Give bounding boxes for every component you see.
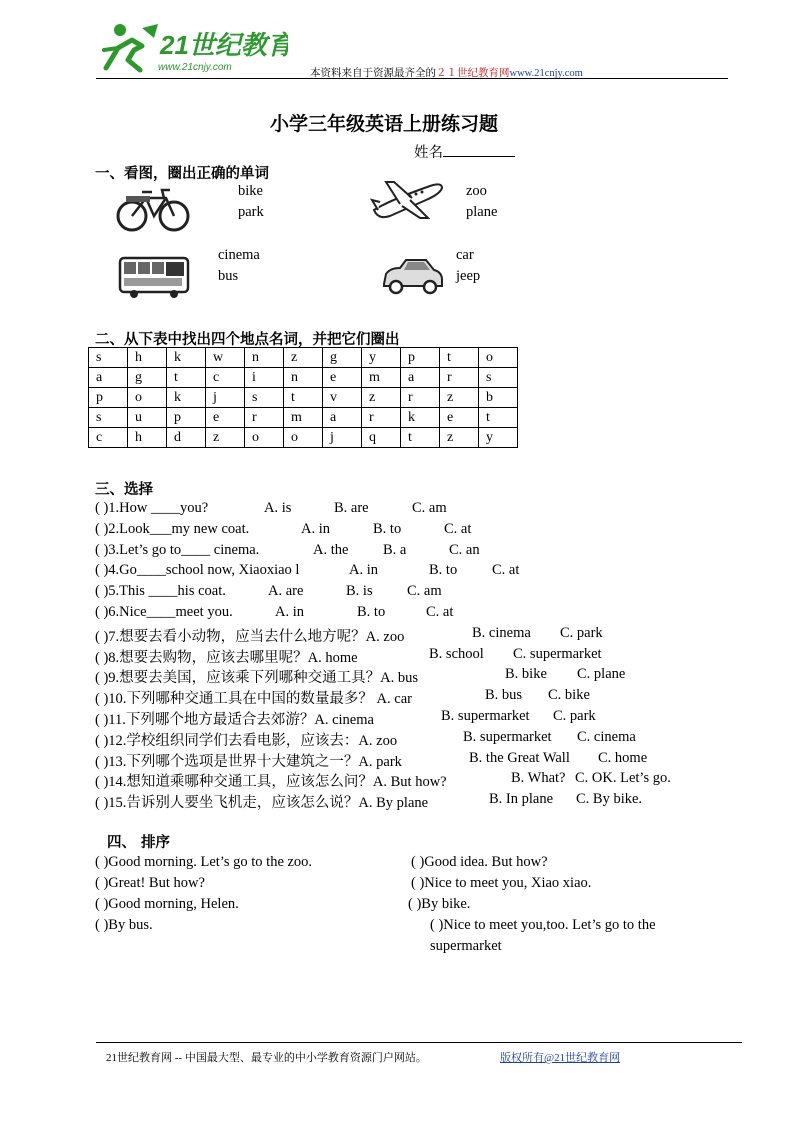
grid-cell[interactable]: c: [206, 368, 245, 388]
grid-cell[interactable]: t: [167, 368, 206, 388]
grid-cell[interactable]: s: [245, 388, 284, 408]
bus-icon: [116, 254, 192, 305]
footer-copyright-link[interactable]: 版权所有@21世纪教育网: [500, 1052, 621, 1064]
grid-cell[interactable]: j: [323, 428, 362, 448]
name-field: 姓名: [414, 141, 515, 162]
question-stem: ( )15.告诉别人要坐飞机走，应该怎么说？A. By plane: [95, 795, 429, 811]
grid-cell[interactable]: r: [440, 368, 479, 388]
question-stem: ( )11.下列哪个地方最适合去郊游？A. cinema: [95, 712, 374, 728]
choice-option-c[interactable]: C. supermarket: [513, 646, 602, 662]
grid-cell[interactable]: b: [479, 388, 518, 408]
grid-cell[interactable]: k: [167, 348, 206, 368]
choice-option-c[interactable]: C. at: [444, 521, 472, 537]
choice-option-c[interactable]: C. cinema: [577, 729, 636, 745]
grid-cell[interactable]: z: [284, 348, 323, 368]
choice-option-c[interactable]: C. By bike.: [576, 791, 643, 807]
choice-option-a[interactable]: A. in: [349, 562, 378, 578]
question-stem: ( )1.How ____you?: [95, 500, 209, 516]
grid-cell[interactable]: i: [245, 368, 284, 388]
grid-cell[interactable]: t: [479, 408, 518, 428]
word-option[interactable]: car: [456, 247, 474, 263]
grid-cell[interactable]: t: [284, 388, 323, 408]
choice-option-c[interactable]: C. OK. Let’s go.: [575, 770, 671, 786]
question-stem: ( )8.想要去购物，应该去哪里呢？A. home: [95, 650, 358, 666]
choice-option-b[interactable]: B. the Great Wall: [469, 750, 570, 766]
grid-row: [89, 428, 518, 448]
grid-cell[interactable]: m: [362, 368, 401, 388]
question-stem: ( )13.下列哪个选项是世界十大建筑之一？A. park: [95, 754, 402, 770]
word-option[interactable]: bus: [218, 268, 239, 284]
choice-option-b[interactable]: B. cinema: [472, 625, 531, 641]
grid-row: [89, 388, 518, 408]
sort-item-continued: supermarket: [430, 938, 502, 954]
grid-row: [89, 348, 518, 368]
choice-option-a[interactable]: A. the: [313, 542, 349, 558]
footer-text: 21世纪教育网 -- 中国最大型、最专业的中小学教育资源门户网站。: [106, 1052, 427, 1064]
site-logo: [98, 20, 288, 76]
question-stem: ( )10.下列哪种交通工具在中国的数量最多？ A. car: [95, 691, 412, 707]
question-stem: ( )9.想要去美国，应该乘下列哪种交通工具？A. bus: [95, 670, 419, 686]
svg-text:www.21cnjy.com: www.21cnjy.com: [158, 62, 232, 73]
footer-divider: [96, 1042, 742, 1043]
choice-option-b[interactable]: B. bike: [505, 666, 547, 682]
section-2-heading: 二、从下表中找出四个地点名词，并把它们圈出: [95, 332, 400, 348]
grid-cell[interactable]: h: [128, 348, 167, 368]
word-option[interactable]: jeep: [456, 268, 481, 284]
choice-option-b[interactable]: B. school: [429, 646, 484, 662]
choice-option-a[interactable]: A. in: [275, 604, 304, 620]
grid-cell[interactable]: c: [89, 428, 128, 448]
grid-cell[interactable]: a: [323, 408, 362, 428]
grid-cell[interactable]: a: [89, 368, 128, 388]
word-option[interactable]: plane: [466, 204, 498, 220]
grid-cell[interactable]: w: [206, 348, 245, 368]
grid-cell[interactable]: h: [128, 428, 167, 448]
grid-cell[interactable]: r: [401, 388, 440, 408]
choice-option-b[interactable]: B. is: [346, 583, 373, 599]
grid-cell[interactable]: p: [167, 408, 206, 428]
grid-cell[interactable]: k: [167, 388, 206, 408]
grid-cell[interactable]: o: [128, 388, 167, 408]
section-1-heading: 一、看图，圈出正确的单词: [95, 166, 269, 182]
grid-cell[interactable]: o: [284, 428, 323, 448]
sort-item[interactable]: ( )Great! But how?: [95, 875, 205, 891]
grid-cell[interactable]: r: [245, 408, 284, 428]
grid-cell[interactable]: e: [440, 408, 479, 428]
choice-option-b[interactable]: B. to: [373, 521, 402, 537]
grid-cell[interactable]: r: [362, 408, 401, 428]
section-4-heading: 四、 排序: [107, 835, 171, 851]
choice-option-c[interactable]: C. at: [426, 604, 454, 620]
grid-row: [89, 408, 518, 428]
grid-cell[interactable]: z: [440, 428, 479, 448]
car-icon: [380, 254, 446, 301]
grid-cell[interactable]: z: [206, 428, 245, 448]
grid-cell[interactable]: d: [167, 428, 206, 448]
name-blank[interactable]: [443, 142, 515, 157]
word-option[interactable]: zoo: [466, 183, 487, 199]
choice-option-c[interactable]: C. an: [449, 542, 480, 558]
choice-option-b[interactable]: B. to: [429, 562, 458, 578]
choice-option-c[interactable]: C. am: [407, 583, 442, 599]
question-stem: ( )5.This ____his coat.: [95, 583, 226, 599]
grid-cell[interactable]: a: [401, 368, 440, 388]
choice-option-c[interactable]: C. plane: [577, 666, 626, 682]
grid-cell[interactable]: e: [323, 368, 362, 388]
grid-cell[interactable]: s: [89, 348, 128, 368]
choice-option-c[interactable]: C. at: [492, 562, 520, 578]
choice-option-c[interactable]: C. am: [412, 500, 447, 516]
choice-option-b[interactable]: B. are: [334, 500, 369, 516]
question-stem: ( )6.Nice____meet you.: [95, 604, 233, 620]
choice-option-c[interactable]: C. home: [598, 750, 648, 766]
word-search-grid: [88, 347, 518, 448]
question-stem: ( )4.Go____school now, Xiaoxiao l: [95, 562, 300, 578]
question-stem: ( )3.Let’s go to____ cinema.: [95, 542, 260, 558]
grid-cell[interactable]: v: [323, 388, 362, 408]
choice-option-b[interactable]: B. supermarket: [463, 729, 552, 745]
grid-cell[interactable]: z: [440, 388, 479, 408]
choice-option-a[interactable]: A. in: [301, 521, 330, 537]
grid-cell[interactable]: q: [362, 428, 401, 448]
runner-logo-icon: [98, 20, 288, 76]
grid-cell[interactable]: o: [245, 428, 284, 448]
choice-option-b[interactable]: B. a: [383, 542, 407, 558]
grid-cell[interactable]: o: [479, 348, 518, 368]
choice-option-b[interactable]: B. bus: [485, 687, 523, 703]
grid-cell[interactable]: z: [362, 388, 401, 408]
grid-cell[interactable]: y: [479, 428, 518, 448]
choice-option-b[interactable]: B. to: [357, 604, 386, 620]
grid-cell[interactable]: s: [479, 368, 518, 388]
airplane-icon: [370, 170, 446, 229]
grid-cell[interactable]: p: [401, 348, 440, 368]
grid-cell[interactable]: y: [362, 348, 401, 368]
question-stem: ( )14.想知道乘哪种交通工具，应该怎么问？A. But how?: [95, 774, 447, 790]
word-option[interactable]: park: [238, 204, 264, 220]
sort-item[interactable]: ( )Good morning, Helen.: [95, 896, 239, 912]
question-stem: ( )7.想要去看小动物，应当去什么地方呢？A. zoo: [95, 629, 405, 645]
section-3-heading: 三、选择: [95, 482, 153, 498]
choice-option-c[interactable]: C. park: [560, 625, 603, 641]
choice-option-b[interactable]: B. In plane: [489, 791, 554, 807]
choice-option-a[interactable]: A. are: [268, 583, 304, 599]
sort-item[interactable]: ( )Good morning. Let’s go to the zoo.: [95, 854, 313, 870]
header-note: 本资料来自于资源最齐全的２１世纪教育网www.21cnjy.com: [310, 68, 583, 79]
grid-cell[interactable]: t: [401, 428, 440, 448]
grid-cell[interactable]: m: [284, 408, 323, 428]
word-option[interactable]: bike: [238, 183, 263, 199]
choice-option-c[interactable]: C. park: [553, 708, 596, 724]
grid-cell[interactable]: t: [440, 348, 479, 368]
sort-item[interactable]: ( )Good idea. But how?: [411, 854, 548, 870]
grid-cell[interactable]: j: [206, 388, 245, 408]
grid-cell[interactable]: n: [284, 368, 323, 388]
sort-item[interactable]: ( )By bus.: [95, 917, 153, 933]
grid-cell[interactable]: g: [128, 368, 167, 388]
grid-cell[interactable]: u: [128, 408, 167, 428]
grid-cell[interactable]: e: [206, 408, 245, 428]
sort-item[interactable]: ( )Nice to meet you, Xiao xiao.: [411, 875, 592, 891]
choice-option-a[interactable]: A. is: [264, 500, 292, 516]
sort-item[interactable]: ( )By bike.: [408, 896, 471, 912]
grid-cell[interactable]: s: [89, 408, 128, 428]
word-option[interactable]: cinema: [218, 247, 260, 263]
header-divider: [96, 78, 728, 79]
question-stem: ( )12.学校组织同学们去看电影，应该去：A. zoo: [95, 733, 398, 749]
svg-text:21世纪教育: 21世纪教育: [160, 30, 288, 60]
sort-item[interactable]: ( )Nice to meet you,too. Let’s go to the: [430, 917, 656, 933]
grid-cell[interactable]: k: [401, 408, 440, 428]
choice-option-b[interactable]: B. What?: [511, 770, 566, 786]
choice-option-c[interactable]: C. bike: [548, 687, 590, 703]
grid-cell[interactable]: g: [323, 348, 362, 368]
grid-row: [89, 368, 518, 388]
page-title: 小学三年级英语上册练习题: [270, 114, 499, 135]
question-stem: ( )2.Look___my new coat.: [95, 521, 250, 537]
grid-cell[interactable]: p: [89, 388, 128, 408]
grid-cell[interactable]: n: [245, 348, 284, 368]
choice-option-b[interactable]: B. supermarket: [441, 708, 530, 724]
bicycle-icon: [116, 184, 190, 239]
